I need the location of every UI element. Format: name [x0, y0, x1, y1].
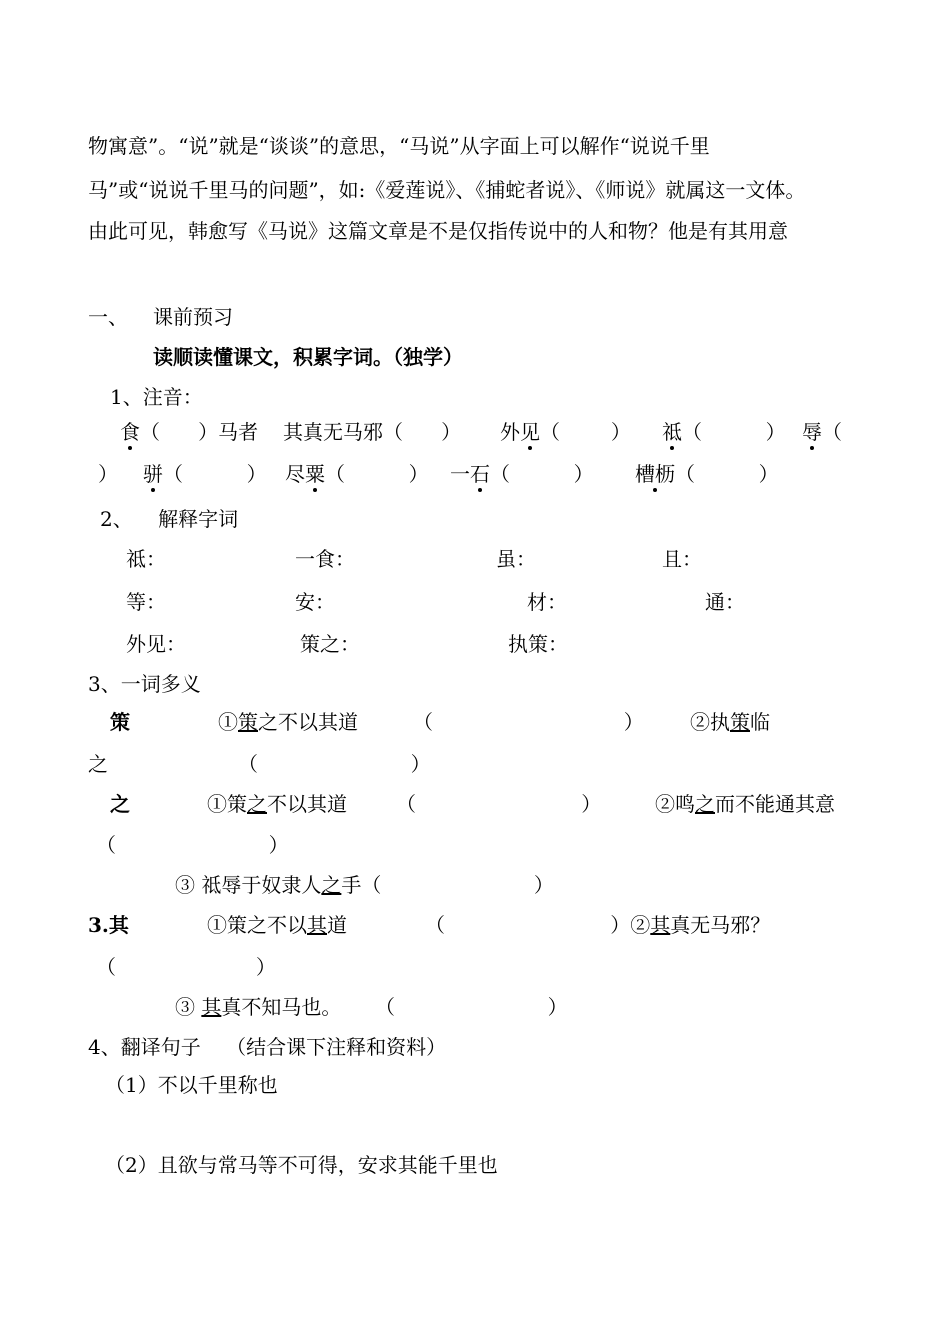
polysemy-sense [218, 710, 358, 734]
underlined-word: 其 [201, 995, 222, 1019]
pinyin-item [143, 462, 267, 486]
pinyin-prefix: 外 [500, 420, 520, 444]
polysemy-label-qi: 3.其 [88, 913, 129, 937]
polysemy-sense [207, 792, 347, 816]
sense-text: 不以其道 [267, 792, 347, 816]
pinyin-blank: （ ） [325, 462, 429, 486]
answer-blank: （ ） [238, 752, 431, 776]
sense-text: 而不能通其意 [715, 792, 835, 816]
polysemy-sense [175, 995, 341, 1019]
pinyin-item [285, 462, 429, 486]
polysemy-sense [175, 873, 554, 897]
q3-title: 3、一词多义 [88, 672, 201, 696]
intro-line-1: 物寓意”。“说”就是“谈谈”的意思，“马说”从字面上可以解作“说说千里 [88, 134, 710, 158]
pinyin-blank: （ ） [163, 462, 267, 486]
pinyin-item [802, 420, 842, 444]
translate-sentence-2: （2）且欲与常马等不可得，安求其能千里也 [105, 1153, 498, 1177]
sense-text: 临 [750, 710, 770, 734]
pinyin-item: ） [98, 462, 118, 486]
underlined-word: 其 [307, 913, 327, 937]
dotted-char: 粟 [305, 462, 325, 486]
answer-blank: （ ） [396, 792, 602, 816]
sense-text: ①策之不以 [207, 913, 307, 937]
dotted-char: 祗 [662, 420, 682, 444]
underlined-word: 之 [247, 792, 267, 816]
section-title: 课前预习 [153, 305, 233, 329]
underlined-word: 之 [695, 792, 715, 816]
sense-text: ① [218, 710, 238, 734]
sense-text: 之不以其道 [258, 710, 358, 734]
pinyin-blank: （ ） [540, 420, 631, 444]
answer-blank: （ ） [375, 995, 568, 1019]
pinyin-blank: （ ） [682, 420, 786, 444]
pinyin-item [662, 420, 786, 444]
underlined-word: 策 [238, 710, 258, 734]
pinyin-item [450, 462, 594, 486]
answer-blank: （ ） [413, 710, 644, 734]
pinyin-blank: （ ） [490, 462, 594, 486]
dotted-char: 辱 [802, 420, 822, 444]
section-number: 一、 [88, 305, 128, 329]
pinyin-item [635, 462, 779, 486]
word-item: 材： [527, 590, 567, 614]
word-item: 安： [295, 590, 335, 614]
sense-text: ③ [175, 995, 202, 1019]
pinyin-prefix: 尽 [285, 462, 305, 486]
underlined-word: 之 [321, 873, 342, 897]
word-item: 等： [126, 590, 166, 614]
sense-text: ①策 [207, 792, 247, 816]
pinyin-blank: （ [822, 420, 842, 444]
dotted-char: 见 [520, 420, 540, 444]
pinyin-prefix: 一 [450, 462, 470, 486]
sense-text: ②鸣 [655, 792, 695, 816]
pinyin-item [120, 420, 258, 444]
sense-text: 手（ ） [341, 873, 554, 897]
word-item: 祗： [126, 547, 166, 571]
polysemy-sense [207, 913, 347, 937]
underlined-word: 其 [650, 913, 671, 937]
pinyin-item: 其真无马邪（ ） [283, 420, 462, 444]
polysemy-label-zhi: 之 [110, 792, 130, 816]
q1-title: 1、注音： [110, 385, 203, 409]
pinyin-blank: （ ） [675, 462, 779, 486]
polysemy-label-ce: 策 [110, 710, 130, 734]
pinyin-blank: （ ）马者 [140, 420, 259, 444]
dotted-char: 石 [470, 462, 490, 486]
sense-text: 道 [327, 913, 347, 937]
answer-blank [425, 913, 770, 937]
section-subtitle: 读顺读懂课文，积累字词。（独学） [153, 345, 463, 369]
sense-text: ③ 祗辱于奴隶人 [175, 873, 322, 897]
pinyin-item [500, 420, 631, 444]
q2-title: 2、 解释字词 [100, 507, 239, 531]
sense-text: （ ）② [425, 913, 651, 937]
polysemy-sense [690, 710, 770, 734]
answer-blank: （ ） [96, 833, 289, 857]
underlined-word: 策 [730, 710, 750, 734]
word-item: 策之： [300, 632, 360, 656]
dotted-char: 槽枥 [635, 462, 675, 486]
dotted-char: 骈 [143, 462, 163, 486]
polysemy-sense [655, 792, 835, 816]
sense-text: 真不知马也。 [221, 995, 342, 1019]
translate-sentence-1: （1）不以千里称也 [105, 1073, 278, 1097]
sense-text: ②执 [690, 710, 730, 734]
word-item: 虽： [496, 547, 536, 571]
answer-blank: （ ） [96, 955, 276, 979]
dotted-char: 食 [120, 420, 140, 444]
word-item: 且： [662, 547, 702, 571]
word-item: 一食： [295, 547, 355, 571]
intro-line-2: 马”或“说说千里马的问题”，如:《爱莲说》、《捕蛇者说》、《师说》就属这一文体。 [88, 178, 806, 202]
word-item: 外见： [126, 632, 186, 656]
sense-continuation: 之 [88, 752, 108, 776]
intro-line-3: 由此可见，韩愈写《马说》这篇文章是不是仅指传说中的人和物？他是有其用意 [88, 219, 788, 243]
word-item: 执策： [508, 632, 568, 656]
word-item: 通： [705, 590, 745, 614]
q4-title: 4、翻译句子 （结合课下注释和资料） [88, 1035, 447, 1059]
sense-text: 真无马邪？ [670, 913, 771, 937]
